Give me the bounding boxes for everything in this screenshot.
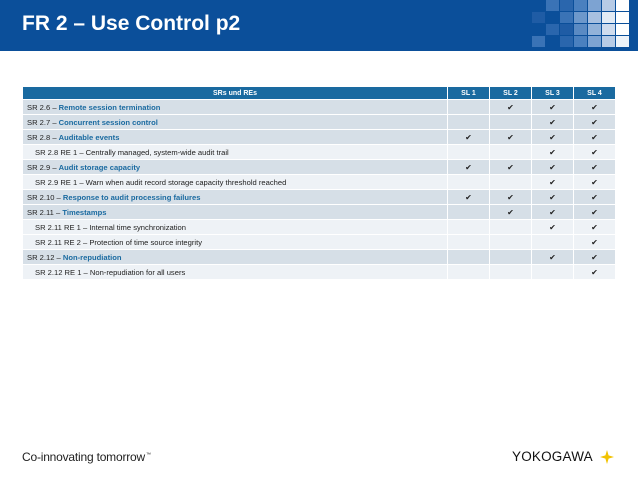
check-icon: ✔: [507, 102, 514, 112]
sl1-cell: [448, 250, 490, 265]
table-row: [23, 235, 616, 250]
requirement-id: SR 2.9 –: [27, 162, 59, 172]
sl4-cell: [574, 145, 616, 160]
sl2-cell: [490, 115, 532, 130]
sl2-cell: [490, 205, 532, 220]
sl4-cell: [574, 115, 616, 130]
requirement-name: Timestamps: [62, 207, 107, 217]
check-icon: ✔: [549, 177, 556, 187]
sl3-cell: [532, 175, 574, 190]
check-icon: ✔: [549, 147, 556, 157]
requirement-cell: [23, 190, 448, 205]
check-icon: ✔: [591, 207, 598, 217]
sl3-cell: [532, 235, 574, 250]
check-icon: ✔: [591, 222, 598, 232]
requirement-id: SR 2.11 RE 2 –: [35, 237, 90, 247]
sl1-cell: [448, 160, 490, 175]
mosaic-tile: [574, 36, 587, 47]
sl2-cell: [490, 265, 532, 280]
check-icon: ✔: [549, 132, 556, 142]
mosaic-tile: [588, 36, 601, 47]
requirement-id: SR 2.10 –: [27, 192, 63, 202]
sl3-cell: [532, 100, 574, 115]
sl2-cell: [490, 190, 532, 205]
sl2-cell: [490, 235, 532, 250]
sl4-cell: [574, 265, 616, 280]
mosaic-tile: [574, 0, 587, 11]
requirement-cell: [23, 265, 448, 280]
header-sl3: SL 3: [532, 87, 574, 100]
table-header-row: [23, 87, 616, 100]
sl2-cell: [490, 250, 532, 265]
slide-title: FR 2 – Use Control p2: [22, 12, 241, 35]
header-sl2: SL 2: [490, 87, 532, 100]
requirement-name: Protection of time source integrity: [89, 237, 203, 247]
mosaic-tile: [588, 12, 601, 23]
sl3-cell: [532, 250, 574, 265]
requirement-name: Response to audit processing failures: [62, 192, 201, 202]
check-icon: ✔: [507, 132, 514, 142]
title-bar: [0, 0, 638, 51]
security-requirements-table: [22, 86, 616, 280]
check-icon: ✔: [549, 117, 556, 127]
requirement-id: SR 2.12 RE 1 –: [35, 267, 90, 277]
sl3-cell: [532, 205, 574, 220]
mosaic-tile: [560, 12, 573, 23]
sl1-cell: [448, 235, 490, 250]
sl3-cell: [532, 265, 574, 280]
header-sl1: SL 1: [448, 87, 490, 100]
mosaic-tile: [616, 12, 629, 23]
check-icon: ✔: [549, 222, 556, 232]
sl4-cell: [574, 220, 616, 235]
mosaic-tile: [602, 36, 615, 47]
sl4-cell: [574, 235, 616, 250]
check-icon: ✔: [507, 162, 514, 172]
requirement-id: SR 2.8 RE 1 –: [35, 147, 86, 157]
sl2-cell: [490, 175, 532, 190]
sl2-cell: [490, 130, 532, 145]
requirement-id: SR 2.7 –: [27, 117, 59, 127]
requirement-cell: [23, 145, 448, 160]
requirement-name: Non-repudiation: [62, 252, 122, 262]
sl1-cell: [448, 100, 490, 115]
requirement-cell: [23, 250, 448, 265]
mosaic-tile: [588, 24, 601, 35]
table-row: [23, 115, 616, 130]
sl1-cell: [448, 130, 490, 145]
sl3-cell: [532, 145, 574, 160]
mosaic-tile: [616, 0, 629, 11]
sl2-cell: [490, 220, 532, 235]
table-row: [23, 205, 616, 220]
sl4-cell: [574, 205, 616, 220]
sl1-cell: [448, 115, 490, 130]
table-row: [23, 130, 616, 145]
requirement-id: SR 2.6 –: [27, 102, 59, 112]
sl3-cell: [532, 130, 574, 145]
mosaic-tile: [560, 0, 573, 11]
table-row: [23, 145, 616, 160]
requirement-id: SR 2.9 RE 1 –: [35, 177, 86, 187]
requirement-name: Remote session termination: [58, 102, 161, 112]
check-icon: ✔: [465, 192, 472, 202]
requirement-name: Audit storage capacity: [58, 162, 141, 172]
sl1-cell: [448, 265, 490, 280]
sl1-cell: [448, 190, 490, 205]
table-row: [23, 175, 616, 190]
requirement-cell: [23, 130, 448, 145]
requirement-name: Warn when audit record storage capacity threshold reached: [85, 177, 287, 187]
logo-mark-icon: [600, 450, 614, 464]
mosaic-tile: [574, 12, 587, 23]
mosaic-tile: [602, 12, 615, 23]
mosaic-tile: [560, 24, 573, 35]
check-icon: ✔: [591, 192, 598, 202]
requirement-cell: [23, 160, 448, 175]
requirement-cell: [23, 100, 448, 115]
sl2-cell: [490, 100, 532, 115]
logo-text: YOKOGAWA: [512, 449, 593, 465]
sl1-cell: [448, 145, 490, 160]
sl4-cell: [574, 130, 616, 145]
tagline: [22, 450, 151, 464]
table-row: [23, 160, 616, 175]
header-requirements: SRs und REs: [23, 87, 448, 100]
table-row: [23, 250, 616, 265]
mosaic-tile: [532, 12, 545, 23]
check-icon: ✔: [549, 162, 556, 172]
mosaic-tile: [602, 0, 615, 11]
mosaic-tile: [588, 0, 601, 11]
mosaic-tile: [546, 0, 559, 11]
requirement-id: SR 2.8 –: [27, 132, 59, 142]
requirement-id: SR 2.12 –: [27, 252, 63, 262]
sl4-cell: [574, 160, 616, 175]
tagline-text: Co-innovating tomorrow: [22, 450, 145, 464]
requirement-name: Concurrent session control: [58, 117, 158, 127]
check-icon: ✔: [591, 147, 598, 157]
mosaic-tile: [616, 24, 629, 35]
check-icon: ✔: [507, 207, 514, 217]
requirement-cell: [23, 115, 448, 130]
requirement-id: SR 2.11 –: [27, 207, 63, 217]
check-icon: ✔: [549, 252, 556, 262]
check-icon: ✔: [549, 102, 556, 112]
requirement-name: Non-repudiation for all users: [89, 267, 186, 277]
check-icon: ✔: [465, 132, 472, 142]
sl3-cell: [532, 160, 574, 175]
mosaic-tile: [546, 24, 559, 35]
check-icon: ✔: [591, 237, 598, 247]
header-sl4: SL 4: [574, 87, 616, 100]
sl2-cell: [490, 160, 532, 175]
requirement-name: Centrally managed, system-wide audit trail: [85, 147, 229, 157]
sl3-cell: [532, 220, 574, 235]
requirement-cell: [23, 235, 448, 250]
trademark-symbol: ™: [146, 452, 151, 458]
sl1-cell: [448, 205, 490, 220]
sl3-cell: [532, 190, 574, 205]
check-icon: ✔: [591, 177, 598, 187]
table-row: [23, 265, 616, 280]
sl3-cell: [532, 115, 574, 130]
requirement-cell: [23, 205, 448, 220]
requirement-id: SR 2.11 RE 1 –: [35, 222, 90, 232]
requirement-name: Auditable events: [58, 132, 120, 142]
requirement-cell: [23, 220, 448, 235]
table-row: [23, 100, 616, 115]
check-icon: ✔: [549, 192, 556, 202]
company-logo: [512, 448, 614, 468]
check-icon: ✔: [591, 252, 598, 262]
mosaic-tile: [616, 36, 629, 47]
check-icon: ✔: [591, 267, 598, 277]
sl4-cell: [574, 250, 616, 265]
mosaic-tile: [602, 24, 615, 35]
table-row: [23, 190, 616, 205]
sl4-cell: [574, 175, 616, 190]
requirement-name: Internal time synchronization: [89, 222, 186, 232]
mosaic-tile: [574, 24, 587, 35]
table-body: [23, 100, 616, 280]
sl4-cell: [574, 100, 616, 115]
mosaic-tile: [532, 36, 545, 47]
sl4-cell: [574, 190, 616, 205]
sl1-cell: [448, 220, 490, 235]
requirement-cell: [23, 175, 448, 190]
check-icon: ✔: [591, 132, 598, 142]
check-icon: ✔: [591, 117, 598, 127]
mosaic-tile: [560, 36, 573, 47]
check-icon: ✔: [465, 162, 472, 172]
check-icon: ✔: [549, 207, 556, 217]
check-icon: ✔: [507, 192, 514, 202]
check-icon: ✔: [591, 102, 598, 112]
sl2-cell: [490, 145, 532, 160]
check-icon: ✔: [591, 162, 598, 172]
table-row: [23, 220, 616, 235]
sl1-cell: [448, 175, 490, 190]
